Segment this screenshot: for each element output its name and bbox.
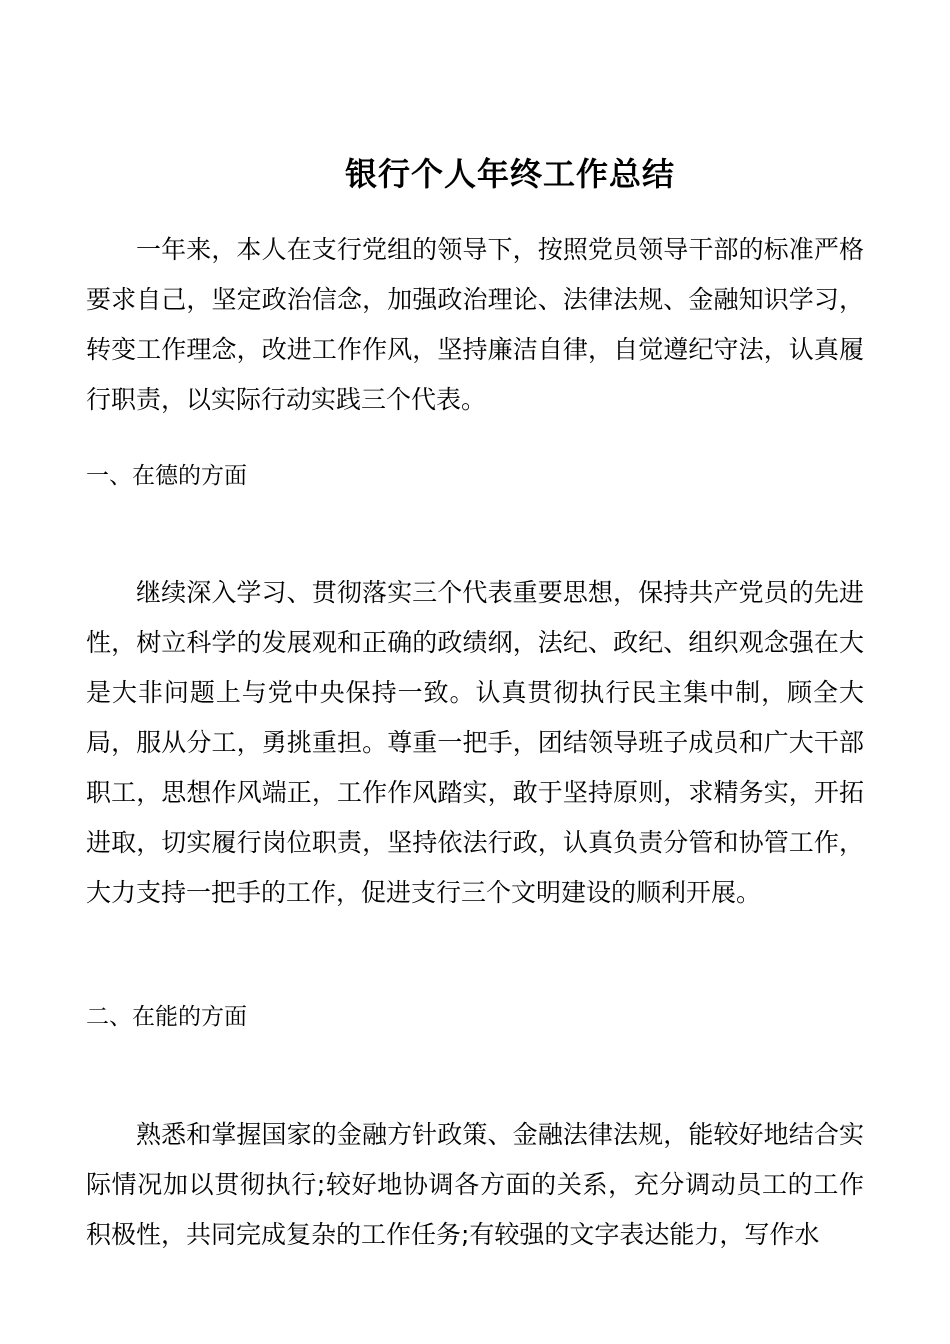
section-heading-ability: 二、在能的方面 [86,1004,247,1030]
intro-paragraph: 一年来，本人在支行党组的领导下，按照党员领导干部的标准严格要求自己，坚定政治信念，加强政治理论、法律法规、金融知识学习，转变工作理念，改进工作作风，坚持廉洁自律，自觉遵纪守法，认真履行职责，以实际行动实践三个代表。 [86,235,864,414]
morality-paragraph: 继续深入学习、贯彻落实三个代表重要思想，保持共产党员的先进性，树立科学的发展观和正确的政绩纲，法纪、政纪、组织观念强在大是大非问题上与党中央保持一致。认真贯彻执行民主集中制，顾全大局，服从分工，勇挑重担。尊重一把手，团结领导班子成员和广大干部职工，思想作风端正，工作作风踏实，敢于坚持原则，求精务实，开拓进取，切实履行岗位职责，坚持依法行政，认真负责分管和协管工作，大力支持一把手的工作，促进支行三个文明建设的顺利开展。 [86,578,864,907]
section-heading-morality: 一、在德的方面 [86,463,247,489]
document-title: 银行个人年终工作总结 [344,155,675,193]
ability-paragraph: 熟悉和掌握国家的金融方针政策、金融法律法规，能较好地结合实际情况加以贯彻执行;较好地协调各方面的关系，充分调动员工的工作积极性，共同完成复杂的工作任务;有较强的文字表达能力，写作水 [86,1120,864,1249]
